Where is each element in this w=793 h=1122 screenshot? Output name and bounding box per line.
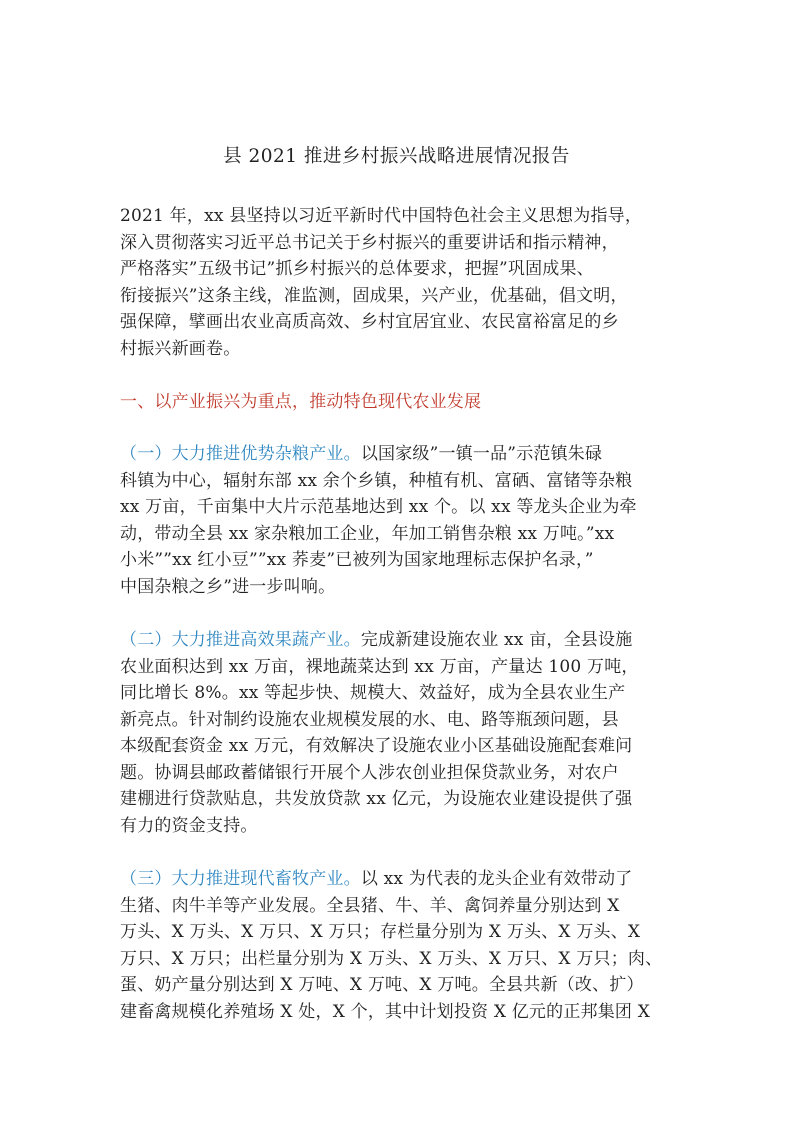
item-line: 小米””xx 红小豆””xx 荞麦”已被列为国家地理标志保护名录，” [120,550,594,570]
item-line: 蛋、奶产量分别达到 X 万吨、X 万吨、X 万吨。全县共新（改、扩） [120,975,644,995]
section-heading [120,389,676,416]
item-line: 生猪、肉牛羊等产业发展。全县猪、牛、羊、禽饲养量分别达到 X [120,895,620,916]
item-line: 建畜禽规模化养殖场 X 处，X 个，其中计划投资 X 亿元的正邦集团 X [120,1001,651,1022]
intro-line: 严格落实”五级书记”抓乡村振兴的总体要求，把握”巩固成果、 [120,259,594,279]
item-text: 以国家级”一镇一品”示范镇朱碌 [360,444,603,464]
item-line: 科镇为中心，辐射东部 xx 余个乡镇，种植有机、富硒、富锗等杂粮 [120,470,633,491]
item-line: 同比增长 8%。xx 等起步快、规模大、效益好，成为全县农业生产 [120,683,626,703]
item-line: 新亮点。针对制约设施农业规模发展的水、电、路等瓶颈问题，县 [120,709,619,730]
intro-line: 深入贯彻落实习近平总书记关于乡村振兴的重要讲话和指示精神， [120,232,619,253]
item-line: xx 万亩，千亩集中大片示范基地达到 xx 个。以 xx 等龙头企业为牵 [120,497,637,517]
intro-paragraph [120,203,676,362]
intro-line: 村振兴新画卷。 [120,338,241,359]
item-paragraph-livestock [120,866,676,1025]
intro-line: 2021 年，xx 县坚持以习近平新时代中国特色社会主义思想为指导， [120,206,643,226]
item-text: 完成新建设施农业 xx 亩，全县设施 [360,630,633,650]
item-first-line [120,866,676,893]
item-lead: （一）大力推进优势杂粮产业。 [120,444,361,464]
item-first-line [120,441,676,468]
item-line: 题。协调县邮政蓄储银行开展个人涉农创业担保贷款业务，对农户 [120,762,619,783]
intro-line: 衔接振兴”这条主线，准监测，固成果，兴产业，优基础，倡文明， [120,285,628,306]
item-lead: （二）大力推进高效果蔬产业。 [120,630,361,650]
item-line: 中国杂粮之乡”进一步叫响。 [120,576,336,597]
item-paragraph-grain [120,441,676,600]
item-line: 有力的资金支持。 [120,815,258,836]
item-paragraph-vegetables [120,627,676,839]
item-line: 本级配套资金 xx 万元，有效解决了设施农业小区基础设施配套难问 [120,736,633,756]
item-first-line [120,627,676,654]
item-line: 建棚进行贷款贴息，共发放贷款 xx 亿元，为设施农业建设提供了强 [120,789,633,809]
intro-line: 强保障，擘画出农业高质高效、乡村宜居宜业、农民富裕富足的乡 [120,312,619,332]
item-line: 万头、X 万头、X 万只、X 万只；存栏量分别为 X 万头、X 万头、X [120,922,641,942]
document-title: 县 2021 推进乡村振兴战略进展情况报告 [223,146,570,167]
item-line: 农业面积达到 xx 万亩，裸地蔬菜达到 xx 万亩，产量达 100 万吨， [120,656,639,677]
item-line: 万只、X 万只；出栏量分别为 X 万头、X 万头、X 万只、X 万只；肉、 [120,948,663,969]
item-lead: （三）大力推进现代畜牧产业。 [120,869,361,889]
item-line: 动，带动全县 xx 家杂粮加工企业，年加工销售杂粮 xx 万吨。”xx [120,523,615,544]
item-text: 以 xx 为代表的龙头企业有效带动了 [360,869,633,889]
section-heading-text: 一、以产业振兴为重点，推动特色现代农业发展 [120,392,482,412]
